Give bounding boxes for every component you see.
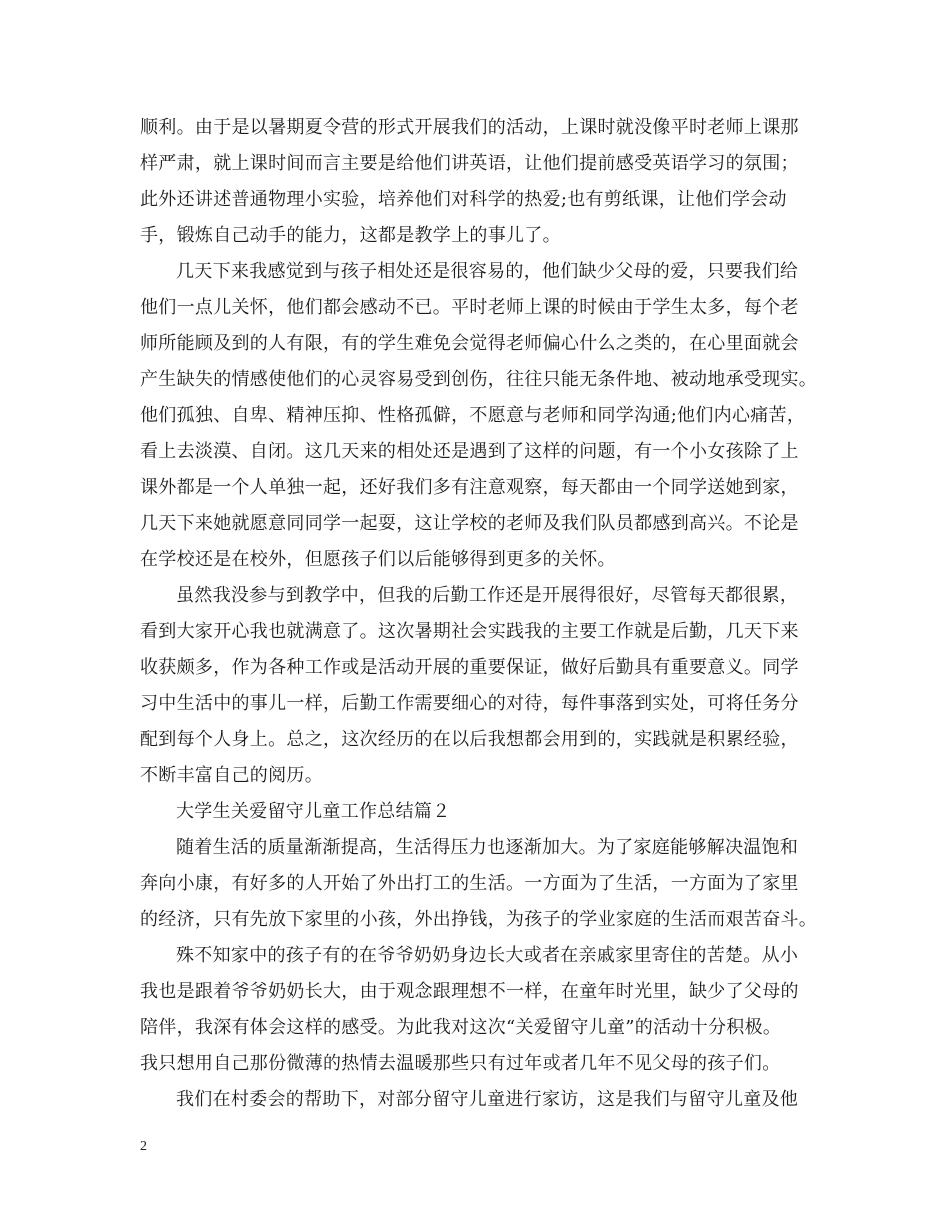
paragraph [140, 830, 820, 938]
paragraph [140, 1082, 820, 1118]
text-line: 随着生活的质量渐渐提高，生活得压力也逐渐加大。为了家庭能够解决温饱和 [176, 837, 799, 858]
paragraph [140, 938, 820, 1082]
text-line: 我只想用自己那份微薄的热情去温暖那些只有过年或者几年不见父母的孩子们。 [140, 1053, 781, 1074]
text-line: 手，锻炼自己动手的能力，这都是教学上的事儿了。 [140, 225, 561, 246]
text-line: 奔向小康，有好多的人开始了外出打工的生活。一方面为了生活，一方面为了家里 [140, 873, 799, 894]
paragraph [140, 254, 820, 578]
text-line: 看上去淡漠、自闭。这几天来的相处还是遇到了这样的问题，有一个小女孩除了上 [140, 441, 799, 462]
text-line: 几天下来她就愿意同同学一起耍，这让学校的老师及我们队员都感到高兴。不论是 [140, 513, 799, 534]
paragraph [140, 794, 820, 830]
text-line: 此外还讲述普通物理小实验，培养他们对科学的热爱;也有剪纸课，让他们学会动 [140, 189, 787, 210]
text-line: 在学校还是在校外，但愿孩子们以后能够得到更多的关怀。 [140, 549, 616, 570]
text-line: 习中生活中的事儿一样，后勤工作需要细心的对待，每件事落到实处，可将任务分 [140, 693, 799, 714]
text-line: 殊不知家中的孩子有的在爷爷奶奶身边长大或者在亲戚家里寄住的苦楚。从小 [176, 945, 799, 966]
text-line: 收获颇多，作为各种工作或是活动开展的重要保证，做好后勤具有重要意义。同学 [140, 657, 799, 678]
text-line: 大学生关爱留守儿童工作总结篇２ [176, 801, 451, 822]
document-body [140, 110, 820, 1118]
text-line: 课外都是一个人单独一起，还好我们多有注意观察，每天都由一个同学送她到家， [140, 477, 799, 498]
text-line: 陪伴，我深有体会这样的感受。为此我对这次“关爱留守儿童”的活动十分积极。 [140, 1017, 782, 1038]
text-line: 顺利。由于是以暑期夏令营的形式开展我们的活动，上课时就没像平时老师上课那 [140, 117, 799, 138]
text-line: 配到每个人身上。总之，这次经历的在以后我想都会用到的，实践就是积累经验， [140, 729, 799, 750]
paragraph [140, 578, 820, 794]
text-line: 几天下来我感觉到与孩子相处还是很容易的，他们缺少父母的爱，只要我们给 [176, 261, 799, 282]
text-line: 不断丰富自己的阅历。 [140, 765, 323, 786]
text-line: 的经济，只有先放下家里的小孩，外出挣钱，为孩子的学业家庭的生活而艰苦奋斗。 [140, 909, 818, 930]
text-line: 看到大家开心我也就满意了。这次暑期社会实践我的主要工作就是后勤，几天下来 [140, 621, 799, 642]
text-line: 虽然我没参与到教学中，但我的后勤工作还是开展得很好，尽管每天都很累， [176, 585, 799, 606]
text-line: 他们孤独、自卑、精神压抑、性格孤僻，不愿意与老师和同学沟通;他们内心痛苦， [140, 405, 806, 426]
page-number: 2 [140, 1139, 147, 1154]
text-line: 他们一点儿关怀，他们都会感动不已。平时老师上课的时候由于学生太多，每个老 [140, 297, 799, 318]
text-line: 产生缺失的情感使他们的心灵容易受到创伤，往往只能无条件地、被动地承受现实。 [140, 369, 818, 390]
text-line: 我也是跟着爷爷奶奶长大，由于观念跟理想不一样，在童年时光里，缺少了父母的 [140, 981, 799, 1002]
paragraph [140, 110, 820, 254]
text-line: 样严肃，就上课时间而言主要是给他们讲英语，让他们提前感受英语学习的氛围； [140, 153, 799, 174]
text-line: 我们在村委会的帮助下，对部分留守儿童进行家访，这是我们与留守儿童及他 [176, 1089, 799, 1110]
text-line: 师所能顾及到的人有限，有的学生难免会觉得老师偏心什么之类的，在心里面就会 [140, 333, 799, 354]
